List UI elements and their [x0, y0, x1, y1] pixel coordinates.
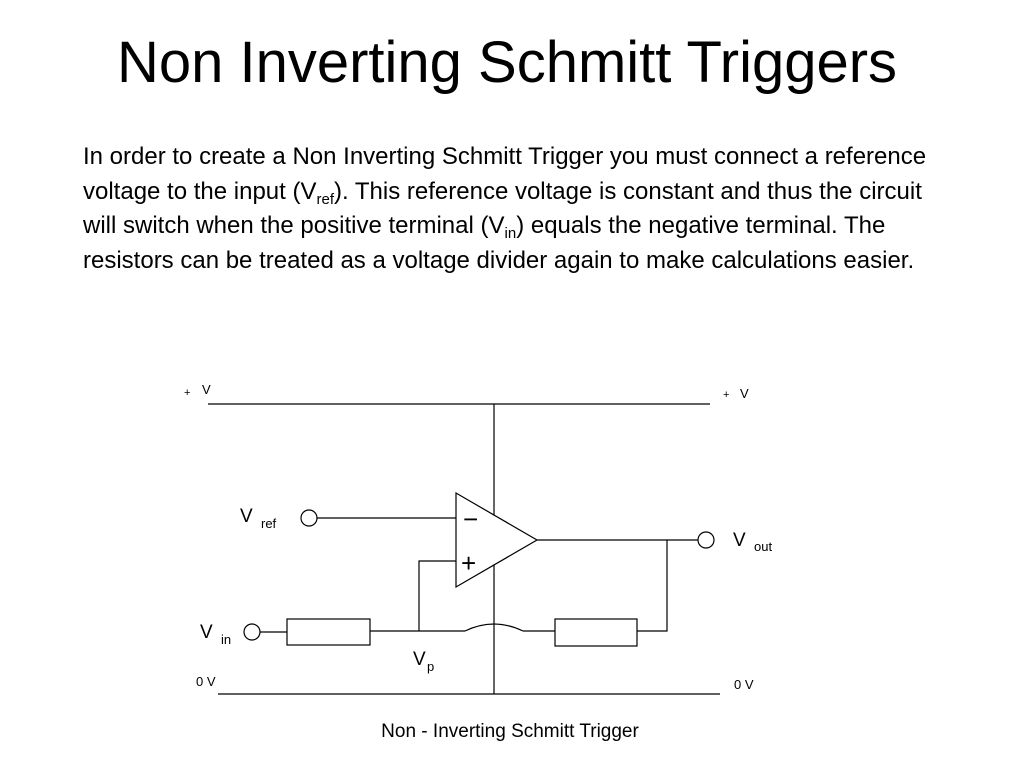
- paragraph-text-1: In order to create a Non Inverting Schmitt Trigger you must connect a reference voltage to the input (V: [83, 143, 927, 205]
- vin-label-main: V: [200, 622, 213, 643]
- ground-right-label: 0 V: [734, 677, 754, 692]
- vin-terminal: [244, 624, 260, 640]
- paragraph-subscript-in: in: [504, 225, 517, 242]
- vout-label-sub: out: [754, 539, 773, 554]
- vref-label-sub: ref: [261, 516, 277, 531]
- positive-input-wire: [419, 561, 456, 631]
- supply-left-sign: +: [184, 387, 191, 399]
- vin-label-sub: in: [221, 632, 232, 647]
- feedback-resistor: [555, 619, 637, 646]
- diagram-caption: Non - Inverting Schmitt Trigger: [381, 721, 639, 742]
- vout-label-main: V: [733, 530, 746, 551]
- vref-terminal: [301, 510, 317, 526]
- supply-left-label: V: [202, 382, 211, 397]
- vp-label-sub: p: [427, 659, 435, 674]
- vout-terminal: [698, 532, 714, 548]
- vp-label-main: V: [413, 649, 426, 670]
- slide-title: Non Inverting Schmitt Triggers: [116, 30, 898, 95]
- paragraph-text-3: ) equals the negative terminal. The resistors can be treated as a voltage divider again to make calculations easier.: [83, 212, 915, 274]
- opamp-minus-sign: −: [463, 504, 479, 534]
- input-resistor: [287, 619, 370, 645]
- paragraph-text-2: ). This reference voltage is constant and thus the circuit will switch when the positive terminal (V: [83, 177, 922, 239]
- opamp-plus-sign: +: [461, 548, 477, 578]
- vref-label-main: V: [240, 506, 253, 527]
- supply-right-sign: +: [723, 389, 730, 401]
- supply-right-label: V: [740, 386, 749, 401]
- ground-left-label: 0 V: [196, 674, 216, 689]
- paragraph-subscript-ref: ref: [316, 190, 334, 208]
- feedback-wire: [637, 540, 667, 631]
